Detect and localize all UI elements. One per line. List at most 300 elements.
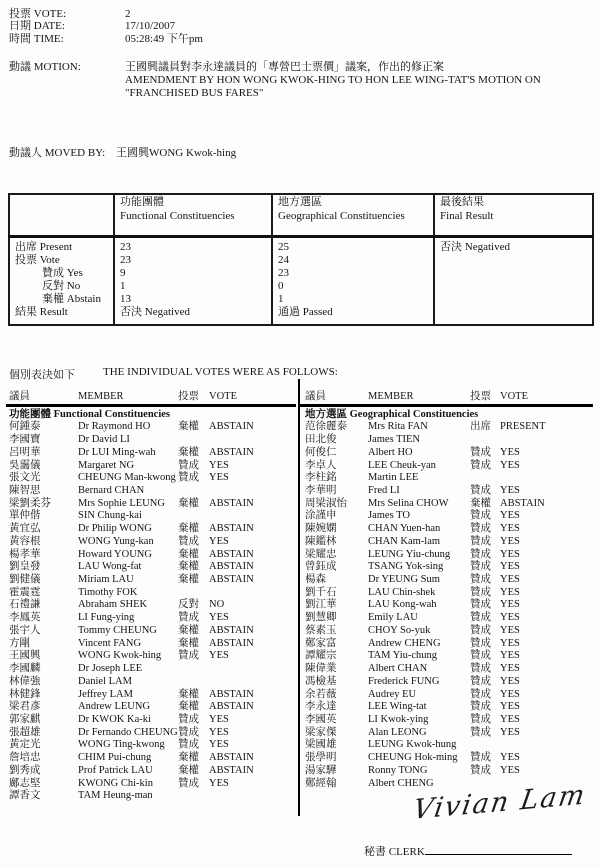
vote-value-cn: 贊成 — [178, 459, 199, 471]
member-name-en: Margaret NG — [78, 459, 135, 471]
vote-value-en: YES — [500, 612, 520, 624]
vote-value-cn: 棄權 — [178, 752, 199, 764]
member-name-cn: 陳智思 — [9, 485, 41, 496]
member-name-cn: 張超雄 — [9, 726, 41, 738]
member-vote-row — [305, 625, 600, 638]
member-name-en: CHAN Kam-lam — [368, 535, 441, 547]
vote-value-cn: 贊成 — [470, 637, 491, 649]
vote-value-cn: 贊成 — [470, 523, 491, 535]
clerk-signature-line — [425, 843, 572, 855]
member-name-en: Alan LEONG — [368, 726, 427, 738]
member-name-cn: 張宇人 — [9, 624, 41, 636]
member-name-en: LAU Chin-shek — [368, 586, 436, 598]
member-name-en: Albert CHENG — [368, 777, 434, 789]
vote-value-cn: 贊成 — [470, 586, 491, 598]
member-name-en: TAM Yiu-chung — [368, 650, 438, 662]
vote-value-en: PRESENT — [500, 421, 546, 433]
motion-block — [0, 61, 600, 99]
member-name-cn: 梁劉柔芬 — [9, 497, 51, 509]
vote-value-cn: 贊成 — [470, 701, 491, 713]
member-name-cn: 譚耀宗 — [305, 650, 337, 662]
vote-value-en: YES — [500, 675, 520, 687]
member-vote-row — [305, 612, 600, 625]
yes-label: 贊成 Yes — [42, 267, 83, 280]
motion-line-cn: 王國興議員對李永達議員的「專營巴士票價」議案，作出的修正案 — [125, 61, 444, 74]
member-name-cn: 湯家驊 — [305, 764, 337, 776]
vote-number-label: 投票 VOTE: — [9, 8, 67, 20]
no-label: 反對 No — [42, 280, 81, 293]
member-name-en: Prof Patrick LAU — [78, 764, 153, 776]
motion-line-en-1: AMENDMENT BY HON WONG KWOK-HING TO HON LEE WING-TAT'S MOTION ON — [125, 74, 541, 87]
fc-section-title-en: Functional Constituencies — [53, 408, 171, 420]
vote-value-en: YES — [500, 574, 520, 586]
member-name-en: LI Fung-ying — [78, 612, 135, 624]
geographical-header-en: Geographical Constituencies — [278, 209, 405, 222]
member-vote-row — [9, 676, 298, 689]
member-name-en: Albert CHAN — [368, 663, 428, 675]
vote-value-en: ABSTAIN — [209, 561, 254, 573]
fc-votes-header — [9, 390, 298, 403]
vote-value-cn: 反對 — [178, 599, 199, 611]
member-vote-row — [305, 549, 600, 562]
member-name-en: CHEUNG Hok-ming — [368, 752, 458, 764]
member-name-en: Emily LAU — [368, 612, 418, 624]
vote-value-en — [209, 676, 298, 689]
vote-value-cn: 棄權 — [178, 764, 199, 776]
result-label: 結果 Result — [15, 305, 68, 318]
motion-text — [125, 61, 541, 99]
final-header-cn: 最後結果 — [440, 196, 484, 209]
vote-value-en: YES — [209, 472, 229, 484]
fc-result: 否決 Negatived — [120, 305, 190, 318]
gc-no: 0 — [278, 280, 284, 293]
vote-value-en: YES — [500, 713, 520, 725]
member-name-cn: 石禮謙 — [9, 599, 41, 611]
vote-value-cn: 棄權 — [178, 561, 199, 573]
moved-by-block — [0, 147, 600, 160]
vote-value-en: NO — [209, 599, 225, 611]
functional-header-cn: 功能團體 — [120, 196, 164, 209]
member-name-cn: 何俊仁 — [305, 446, 337, 458]
summary-table — [8, 193, 594, 326]
member-vote-row — [9, 701, 298, 714]
gc-yes: 23 — [278, 267, 289, 280]
member-name-en: James TO — [368, 510, 410, 522]
member-vote-row — [9, 485, 298, 498]
member-vote-row — [9, 650, 298, 663]
vote-value-cn — [178, 434, 209, 447]
individual-votes-title — [0, 366, 600, 382]
member-vote-row — [9, 765, 298, 778]
member-name-en: TSANG Yok-sing — [368, 561, 444, 573]
member-name-cn: 梁國雄 — [305, 739, 337, 751]
member-vote-row — [9, 625, 298, 638]
vote-value-en: YES — [500, 510, 520, 522]
member-name-en: Dr Fernando CHEUNG — [78, 726, 178, 738]
vote-value-en — [209, 663, 298, 676]
moved-by-value: 王國興WONG Kwok-hing — [116, 146, 237, 159]
vote-value-en: YES — [500, 561, 520, 573]
member-name-cn: 楊森 — [305, 574, 326, 586]
member-name-cn: 李鳳英 — [9, 612, 41, 624]
member-name-en: LEE Cheuk-yan — [368, 459, 436, 471]
member-name-cn: 劉江華 — [305, 599, 337, 611]
vote-number-value: 2 — [125, 8, 131, 20]
vote-value-cn: 贊成 — [470, 612, 491, 624]
vote-value-en: YES — [500, 548, 520, 560]
member-vote-row — [9, 587, 298, 600]
vote-value-en: YES — [500, 446, 520, 458]
vote-value-en: YES — [500, 726, 520, 738]
column-divider-rule — [298, 379, 300, 816]
vote-value-cn: 棄權 — [178, 548, 199, 560]
member-name-cn: 李柱銘 — [305, 472, 337, 484]
member-vote-row — [305, 510, 600, 523]
member-name-en: Dr LUI Ming-wah — [78, 446, 156, 458]
member-name-cn: 吳靄儀 — [9, 459, 41, 471]
member-vote-row — [9, 460, 298, 473]
member-name-en: Bernard CHAN — [78, 485, 145, 496]
vote-value-en — [500, 434, 600, 447]
time-label: 時間 TIME: — [9, 32, 64, 45]
vote-value-cn: 贊成 — [470, 510, 491, 522]
member-vote-row — [305, 650, 600, 663]
member-name-cn: 張文光 — [9, 472, 41, 484]
motion-label: 動議 MOTION: — [9, 61, 81, 74]
vote-value-en: YES — [500, 663, 520, 675]
vote-value-cn — [178, 510, 209, 523]
vote-value-en — [209, 434, 298, 447]
member-vote-row — [9, 689, 298, 702]
member-vote-row — [305, 701, 600, 714]
vote-value-cn: 贊成 — [470, 752, 491, 764]
gc-section-title-en: Geographical Constituencies — [349, 408, 479, 420]
member-name-cn: 何鍾泰 — [9, 421, 41, 433]
member-name-cn: 陳婉嫻 — [305, 523, 337, 535]
member-vote-row — [9, 778, 298, 791]
vote-value-cn: 贊成 — [470, 548, 491, 560]
gc-section-title-cn: 地方選區 — [305, 408, 347, 420]
member-name-cn: 梁君彥 — [9, 701, 41, 713]
vote-value-cn: 贊成 — [470, 485, 491, 496]
summary-corner-cell — [9, 194, 114, 237]
vote-value-en: YES — [500, 586, 520, 598]
vote-value-cn: 贊成 — [470, 713, 491, 725]
fc-vote: 23 — [120, 254, 131, 267]
member-vote-row — [305, 638, 600, 651]
member-vote-row — [305, 460, 600, 473]
vote-value-en: ABSTAIN — [209, 688, 254, 700]
member-name-cn: 單仲偕 — [9, 510, 41, 522]
vote-value-en: ABSTAIN — [209, 446, 254, 458]
vote-value-cn: 贊成 — [470, 561, 491, 573]
vote-value-cn: 贊成 — [178, 650, 199, 662]
date-label: 日期 DATE: — [9, 20, 65, 33]
member-vote-row — [305, 599, 600, 612]
vote-value-cn: 贊成 — [470, 726, 491, 738]
fc-yes: 9 — [120, 267, 126, 280]
individual-votes-title-cn: 個別表決如下 — [9, 369, 75, 382]
meta-row-date — [9, 20, 600, 32]
member-name-cn: 詹培忠 — [9, 752, 41, 764]
member-name-en: Andrew LEUNG — [78, 701, 151, 713]
meta-row-time — [9, 33, 600, 45]
individual-votes-section — [0, 366, 600, 803]
member-name-en: Daniel LAM — [78, 675, 132, 687]
member-name-cn: 李國麟 — [9, 663, 41, 675]
summary-col-functional — [114, 194, 272, 237]
member-name-cn: 曾鈺成 — [305, 561, 337, 573]
member-name-en: WONG Yung-kan — [78, 535, 154, 547]
member-vote-row — [9, 739, 298, 752]
member-vote-row — [9, 727, 298, 740]
vote-value-cn: 出席 — [470, 421, 491, 433]
member-vote-row — [9, 561, 298, 574]
member-vote-row — [9, 790, 298, 803]
vote-value-en: YES — [209, 777, 229, 789]
member-name-cn: 郭家麒 — [9, 713, 41, 725]
member-vote-row — [305, 434, 600, 447]
member-name-cn: 李國寶 — [9, 434, 41, 446]
final-header-en: Final Result — [440, 209, 494, 222]
vote-value-cn: 贊成 — [470, 764, 491, 776]
summary-col-geographical — [272, 194, 434, 237]
present-label: 出席 Present — [15, 241, 73, 254]
functional-votes-column — [0, 387, 298, 803]
final-result-value: 否決 Negatived — [440, 241, 510, 254]
member-name-en: Frederick FUNG — [368, 675, 440, 687]
member-vote-row — [9, 434, 298, 447]
member-name-cn: 劉健儀 — [9, 574, 41, 586]
vote-value-en: YES — [500, 599, 520, 611]
vote-value-en: YES — [500, 650, 520, 662]
member-vote-row — [305, 689, 600, 702]
vote-value-cn — [178, 676, 209, 689]
member-name-cn: 黃宜弘 — [9, 523, 41, 535]
vote-value-cn: 贊成 — [178, 535, 199, 547]
member-vote-row — [305, 676, 600, 689]
vote-value-en: YES — [500, 637, 520, 649]
member-name-cn: 霍震霆 — [9, 586, 41, 598]
gc-member-rows — [305, 421, 600, 790]
vote-value-cn: 贊成 — [178, 739, 199, 751]
member-name-cn: 鄭經翰 — [305, 777, 337, 789]
member-col-header-en: MEMBER — [368, 391, 414, 403]
vote-value-cn — [470, 739, 500, 752]
member-vote-row — [9, 498, 298, 511]
member-name-en: Dr YEUNG Sum — [368, 574, 440, 586]
vote-value-cn — [178, 790, 209, 803]
vote-value-cn: 棄權 — [178, 497, 199, 509]
member-vote-row — [9, 510, 298, 523]
individual-votes-title-en: THE INDIVIDUAL VOTES WERE AS FOLLOWS: — [103, 366, 338, 379]
member-name-en: Dr David LI — [78, 434, 130, 446]
vote-value-en: YES — [209, 459, 229, 471]
vote-value-en — [209, 790, 298, 803]
member-name-en: Dr Joseph LEE — [78, 663, 143, 675]
member-vote-row — [9, 638, 298, 651]
vote-value-cn: 贊成 — [470, 650, 491, 662]
summary-functional-values — [114, 237, 272, 326]
vote-col-header-en: VOTE — [209, 391, 237, 403]
member-col-header-en: MEMBER — [78, 391, 124, 403]
vote-value-cn: 贊成 — [470, 446, 491, 458]
vote-value-cn: 贊成 — [470, 688, 491, 700]
member-name-en: Martin LEE — [368, 472, 419, 484]
member-name-cn: 林偉強 — [9, 675, 41, 687]
vote-value-cn — [470, 434, 500, 447]
fc-abstain: 13 — [120, 292, 131, 305]
vote-value-en: YES — [500, 688, 520, 700]
member-name-cn: 楊孝華 — [9, 548, 41, 560]
member-name-en: Dr Philip WONG — [78, 523, 152, 535]
member-name-cn: 劉慧卿 — [305, 612, 337, 624]
vote-value-cn: 贊成 — [470, 663, 491, 675]
gc-present: 25 — [278, 241, 289, 254]
member-name-cn: 鄺志堅 — [9, 777, 41, 789]
member-name-en: Abraham SHEK — [78, 599, 148, 611]
vote-value-en: ABSTAIN — [209, 548, 254, 560]
member-vote-row — [305, 714, 600, 727]
member-name-cn: 李華明 — [305, 485, 337, 496]
vote-value-cn: 棄權 — [178, 701, 199, 713]
vote-value-en: YES — [209, 535, 229, 547]
vote-value-cn: 棄權 — [178, 421, 199, 433]
member-name-en: Mrs Rita FAN — [368, 421, 428, 433]
member-name-en: Dr Raymond HO — [78, 421, 151, 433]
member-vote-row — [9, 612, 298, 625]
member-name-cn: 黃定光 — [9, 739, 41, 751]
vote-value-en: ABSTAIN — [209, 764, 254, 776]
vote-col-header-en: VOTE — [500, 391, 528, 403]
moved-by-label: 動議人 MOVED BY: — [9, 146, 106, 159]
vote-value-cn: 贊成 — [470, 624, 491, 636]
member-name-cn: 李國英 — [305, 713, 337, 725]
member-name-cn: 王國興 — [9, 650, 41, 662]
member-name-cn: 黃容根 — [9, 535, 41, 547]
member-vote-row — [9, 714, 298, 727]
member-vote-row — [305, 574, 600, 587]
vote-value-en: YES — [500, 485, 520, 496]
member-name-en: CHOY So-yuk — [368, 624, 431, 636]
member-name-cn: 方剛 — [9, 637, 30, 649]
member-vote-row — [9, 574, 298, 587]
vote-value-en: ABSTAIN — [209, 574, 254, 586]
member-name-en: Albert HO — [368, 446, 413, 458]
date-value: 17/10/2007 — [125, 20, 176, 33]
member-name-cn: 田北俊 — [305, 434, 337, 446]
member-vote-row — [305, 485, 600, 498]
member-name-en: LEE Wing-tat — [368, 701, 427, 713]
member-vote-row — [9, 599, 298, 612]
vote-col-header-cn: 投票 — [470, 391, 491, 403]
member-name-en: Audrey EU — [368, 688, 417, 700]
vote-value-en: ABSTAIN — [209, 523, 254, 535]
member-name-en: Tommy CHEUNG — [78, 624, 157, 636]
member-name-cn: 馮檢基 — [305, 675, 337, 687]
member-name-cn: 李卓人 — [305, 459, 337, 471]
member-name-en: Mrs Selina CHOW — [368, 497, 449, 509]
member-name-en: WONG Kwok-hing — [78, 650, 162, 662]
gc-header-rule — [299, 404, 593, 407]
vote-value-cn: 贊成 — [470, 675, 491, 687]
individual-votes-columns — [0, 387, 600, 803]
member-name-cn: 劉秀成 — [9, 764, 41, 776]
vote-value-en: YES — [500, 624, 520, 636]
vote-value-cn: 棄權 — [178, 523, 199, 535]
member-name-cn: 涂謹申 — [305, 510, 337, 522]
vote-value-cn: 贊成 — [178, 612, 199, 624]
member-vote-row — [305, 587, 600, 600]
vote-meta — [0, 0, 600, 45]
member-name-cn: 呂明華 — [9, 446, 41, 458]
vote-value-cn — [178, 587, 209, 600]
member-name-en: Dr KWOK Ka-ki — [78, 713, 151, 725]
member-name-en: TAM Heung-man — [78, 790, 153, 802]
gc-abstain: 1 — [278, 292, 284, 305]
summary-final-result — [434, 237, 593, 326]
vote-value-en: YES — [500, 459, 520, 471]
member-vote-row — [9, 421, 298, 434]
vote-value-cn: 贊成 — [470, 574, 491, 586]
member-name-cn: 蔡素玉 — [305, 624, 337, 636]
member-vote-row — [305, 727, 600, 740]
time-value: 05:28:49 下午pm — [125, 32, 203, 45]
summary-geographical-values — [272, 237, 434, 326]
vote-value-en: ABSTAIN — [209, 637, 254, 649]
vote-value-cn: 棄權 — [178, 688, 199, 700]
member-vote-row — [305, 498, 600, 511]
gc-votes-header — [305, 390, 600, 403]
member-vote-row — [305, 663, 600, 676]
member-name-cn: 鄭家富 — [305, 637, 337, 649]
summary-col-final — [434, 194, 593, 237]
vote-value-cn: 棄權 — [470, 497, 491, 509]
member-vote-row — [305, 523, 600, 536]
vote-value-en — [209, 510, 298, 523]
fc-no: 1 — [120, 280, 126, 293]
gc-result: 通過 Passed — [278, 305, 333, 318]
vote-value-en: YES — [209, 713, 229, 725]
member-name-en: Mrs Sophie LEUNG — [78, 497, 165, 509]
vote-value-en: YES — [500, 764, 520, 776]
member-name-en: LEUNG Kwok-hung — [368, 739, 457, 751]
meta-row-vote — [9, 8, 600, 20]
member-vote-row — [305, 561, 600, 574]
member-name-en: Ronny TONG — [368, 764, 428, 776]
member-name-cn: 張學明 — [305, 752, 337, 764]
member-name-cn: 劉千石 — [305, 586, 337, 598]
member-name-en: Miriam LAU — [78, 574, 134, 586]
member-name-cn: 范徐麗泰 — [305, 421, 347, 433]
member-vote-row — [9, 752, 298, 765]
member-col-header-cn: 議員 — [305, 391, 326, 403]
fc-section-title — [9, 408, 298, 422]
member-vote-row — [305, 739, 600, 752]
summary-body-row — [9, 237, 593, 326]
member-name-cn: 陳鑑林 — [305, 535, 337, 547]
member-name-cn: 梁家傑 — [305, 726, 337, 738]
member-vote-row — [305, 536, 600, 549]
clerk-signature: Vivian Lam — [411, 779, 589, 826]
abstain-label: 棄權 Abstain — [42, 292, 101, 305]
member-vote-row — [9, 472, 298, 485]
member-vote-row — [9, 549, 298, 562]
gc-section-title — [305, 408, 600, 422]
vote-value-en — [209, 485, 298, 498]
clerk-line-block — [364, 843, 572, 859]
vote-value-en — [500, 739, 600, 752]
